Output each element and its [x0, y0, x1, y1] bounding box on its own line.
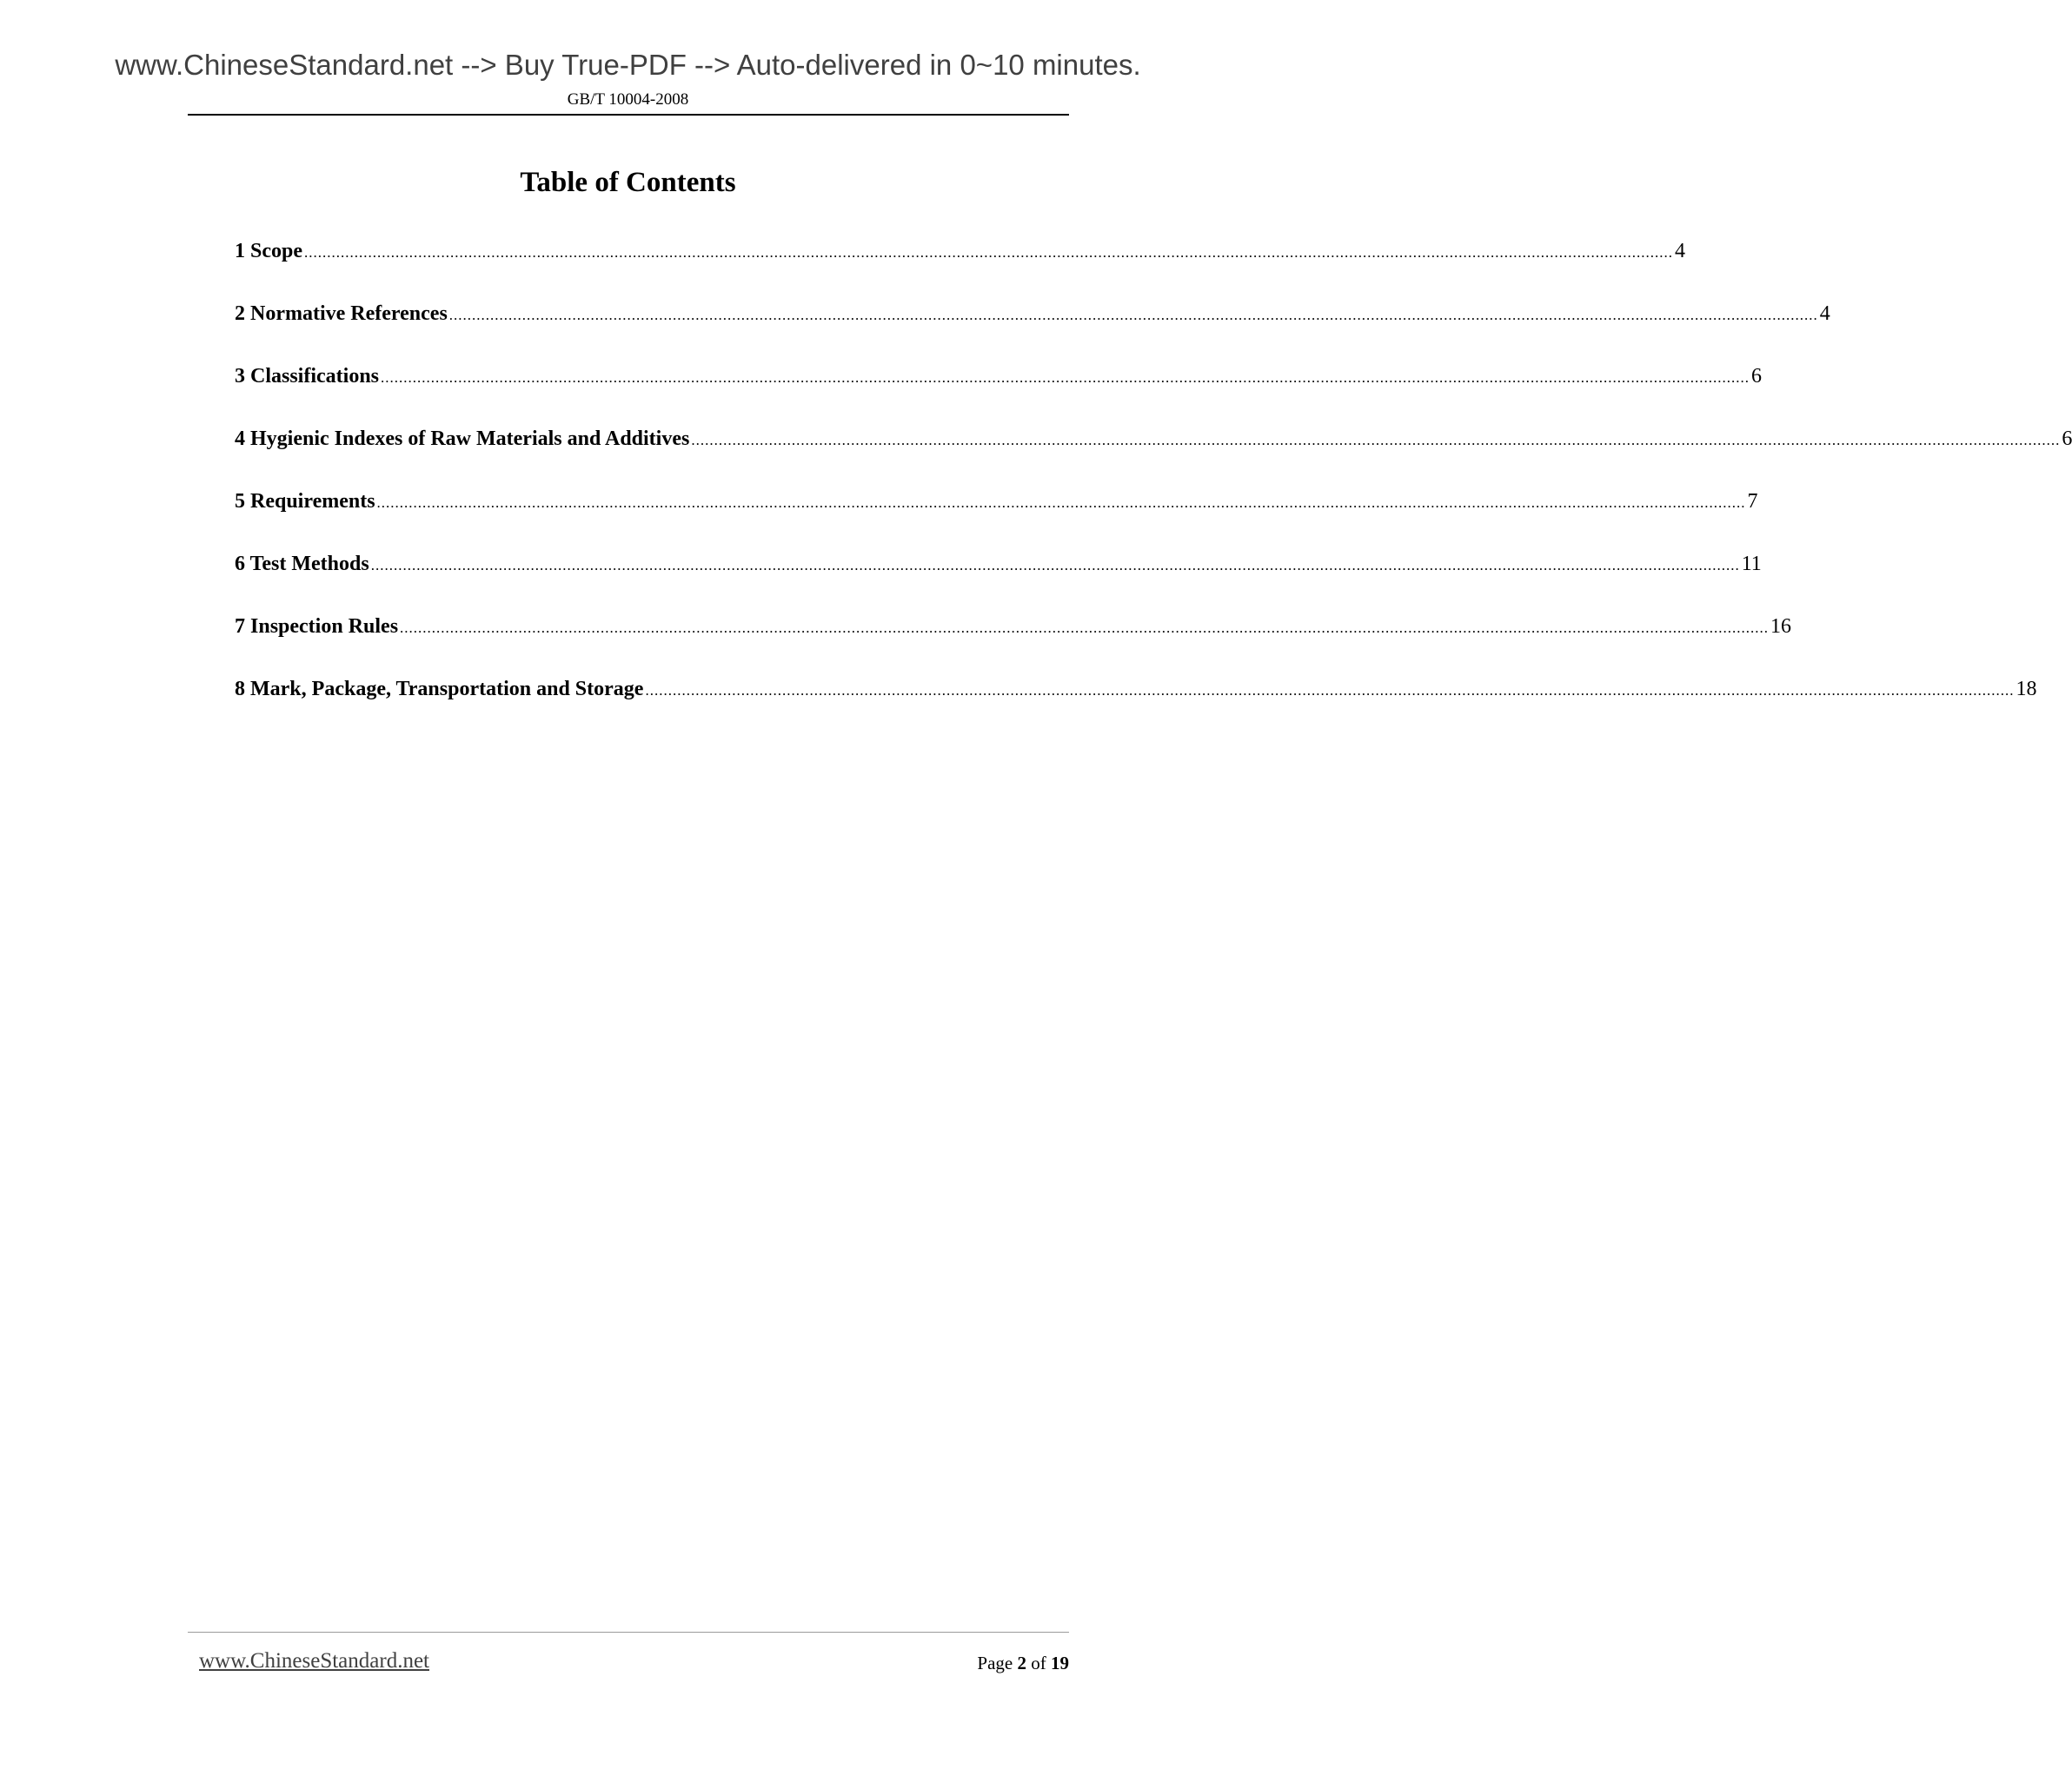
- toc-entry-page: 4: [1819, 302, 1830, 325]
- dot-leader: ............................................................................................................................................................................................................................................................................................................: [381, 369, 1750, 386]
- toc-entry-label: 2 Normative References: [235, 302, 448, 325]
- toc-entry-requirements[interactable]: [235, 490, 1758, 553]
- toc-entry-page: 16: [1770, 615, 1792, 638]
- page-prefix: Page: [977, 1653, 1013, 1673]
- page-of: of: [1031, 1653, 1046, 1673]
- toc-entry-page: 18: [2016, 678, 2037, 700]
- toc-entry-mark-package-transportation-storage[interactable]: [235, 678, 2037, 740]
- page-current: 2: [1017, 1653, 1026, 1673]
- toc-entry-label: 6 Test Methods: [235, 553, 369, 575]
- toc-entry-hygienic-indexes[interactable]: [235, 427, 2072, 490]
- dot-leader: ............................................................................................................................................................................................................................................................................................................: [400, 620, 1770, 636]
- page-number: [977, 1653, 1069, 1674]
- toc-entry-test-methods[interactable]: [235, 553, 1762, 615]
- header-banner: www.ChineseStandard.net --> Buy True-PDF --> Auto-delivered in 0~10 minutes.: [115, 49, 1141, 81]
- dot-leader: ............................................................................................................................................................................................................................................................................................................: [645, 682, 2015, 699]
- toc-list: [235, 240, 2072, 740]
- footer-website-link[interactable]: www.ChineseStandard.net: [199, 1649, 429, 1673]
- toc-entry-label: 1 Scope: [235, 240, 302, 262]
- toc-entry-label: 4 Hygienic Indexes of Raw Materials and Additives: [235, 427, 690, 450]
- page-total: 19: [1051, 1653, 1069, 1673]
- toc-title: Table of Contents: [520, 167, 736, 198]
- toc-entry-page: 11: [1741, 553, 1762, 575]
- header-divider: [188, 114, 1069, 116]
- dot-leader: ............................................................................................................................................................................................................................................................................................................: [370, 557, 1740, 573]
- document-id: GB/T 10004-2008: [567, 90, 689, 109]
- toc-entry-label: 8 Mark, Package, Transportation and Storage: [235, 678, 644, 700]
- toc-entry-scope[interactable]: [235, 240, 1685, 302]
- toc-entry-classifications[interactable]: [235, 365, 1763, 427]
- toc-entry-page: 7: [1747, 490, 1758, 513]
- toc-entry-label: 5 Requirements: [235, 490, 375, 513]
- dot-leader: ............................................................................................................................................................................................................................................................................................................: [304, 244, 1673, 261]
- dot-leader: ............................................................................................................................................................................................................................................................................................................: [448, 307, 1818, 323]
- toc-entry-page: 4: [1675, 240, 1685, 262]
- toc-entry-inspection-rules[interactable]: [235, 615, 1792, 678]
- dot-leader: ............................................................................................................................................................................................................................................................................................................: [376, 494, 1746, 511]
- toc-entry-page: 6: [1751, 365, 1763, 388]
- toc-entry-normative-references[interactable]: [235, 302, 1830, 365]
- dot-leader: ............................................................................................................................................................................................................................................................................................................: [691, 432, 2061, 448]
- toc-entry-label: 7 Inspection Rules: [235, 615, 399, 638]
- toc-entry-page: 6: [2062, 427, 2072, 450]
- footer-divider: [188, 1632, 1069, 1633]
- toc-entry-label: 3 Classifications: [235, 365, 380, 388]
